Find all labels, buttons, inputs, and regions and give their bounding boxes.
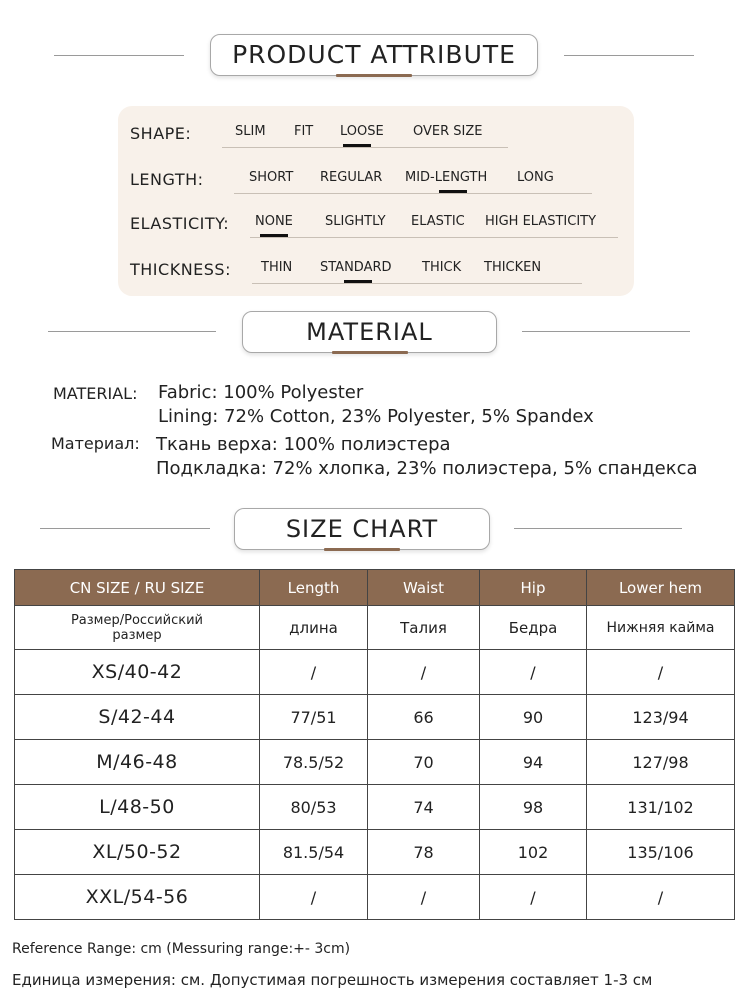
table-cell: 127/98 bbox=[587, 740, 735, 785]
table-header-cell: Length bbox=[260, 570, 368, 606]
attribute-option: THIN bbox=[261, 260, 293, 275]
divider-line bbox=[514, 528, 682, 529]
selected-marker bbox=[343, 144, 371, 147]
size-cell: XXL/54-56 bbox=[15, 875, 260, 920]
table-cell: / bbox=[587, 650, 735, 695]
table-subheader-cell: Бедра bbox=[480, 606, 587, 650]
table-subheader-row bbox=[15, 606, 735, 650]
table-row bbox=[15, 650, 735, 695]
table-cell: 98 bbox=[480, 785, 587, 830]
size-cell: S/42-44 bbox=[15, 695, 260, 740]
table-cell: 66 bbox=[368, 695, 480, 740]
table-header-cell: Waist bbox=[368, 570, 480, 606]
attribute-option: SLIM bbox=[235, 124, 266, 139]
selected-marker bbox=[344, 280, 372, 283]
attribute-options bbox=[234, 170, 592, 194]
table-subheader-cell: длина bbox=[260, 606, 368, 650]
attribute-label: THICKNESS: bbox=[130, 260, 231, 279]
attribute-option: ELASTIC bbox=[411, 214, 465, 229]
size-cell: M/46-48 bbox=[15, 740, 260, 785]
divider-line bbox=[40, 528, 210, 529]
attribute-label: SHAPE: bbox=[130, 124, 192, 143]
table-cell: 78 bbox=[368, 830, 480, 875]
table-cell: 70 bbox=[368, 740, 480, 785]
material-label-ru: Материал: bbox=[51, 434, 140, 453]
section-title-product-attribute bbox=[210, 34, 538, 76]
divider-line bbox=[522, 331, 690, 332]
material-fabric-ru: Ткань верха: 100% полиэстера bbox=[156, 434, 451, 455]
attribute-option-selected: LOOSE bbox=[340, 124, 384, 139]
table-cell: 74 bbox=[368, 785, 480, 830]
table-cell: 78.5/52 bbox=[260, 740, 368, 785]
section-title-text: MATERIAL bbox=[306, 318, 433, 346]
title-accent-bar bbox=[324, 548, 400, 551]
table-cell: 80/53 bbox=[260, 785, 368, 830]
reference-range-note: Reference Range: cm (Messuring range:+- 3cm) bbox=[12, 941, 351, 957]
table-row bbox=[15, 785, 735, 830]
divider-line bbox=[564, 55, 694, 56]
table-cell: 94 bbox=[480, 740, 587, 785]
attribute-option: FIT bbox=[294, 124, 314, 139]
attribute-option-selected: NONE bbox=[255, 214, 293, 229]
table-row bbox=[15, 740, 735, 785]
table-header-row bbox=[15, 570, 735, 606]
selected-marker bbox=[260, 234, 288, 237]
table-cell: / bbox=[260, 875, 368, 920]
title-accent-bar bbox=[332, 351, 408, 354]
section-title-size-chart bbox=[234, 508, 490, 550]
attribute-label: LENGTH: bbox=[130, 170, 204, 189]
attribute-options bbox=[252, 260, 582, 284]
table-header-cell: CN SIZE / RU SIZE bbox=[15, 570, 260, 606]
table-row bbox=[15, 695, 735, 740]
reference-range-note-ru: Единица измерения: см. Допустимая погрешность измерения составляет 1-3 см bbox=[12, 971, 653, 989]
table-cell: 90 bbox=[480, 695, 587, 740]
attribute-row-length bbox=[130, 166, 634, 194]
title-accent-bar bbox=[336, 74, 412, 77]
attribute-panel bbox=[118, 106, 634, 296]
table-row bbox=[15, 830, 735, 875]
attribute-options bbox=[222, 124, 508, 148]
section-title-text: PRODUCT ATTRIBUTE bbox=[232, 40, 516, 69]
attribute-row-shape bbox=[130, 120, 634, 148]
material-lining-en: Lining: 72% Cotton, 23% Polyester, 5% Spandex bbox=[158, 406, 594, 427]
attribute-option: SLIGHTLY bbox=[325, 214, 386, 229]
table-cell: / bbox=[480, 650, 587, 695]
divider-line bbox=[54, 55, 184, 56]
table-cell: 77/51 bbox=[260, 695, 368, 740]
size-cell: L/48-50 bbox=[15, 785, 260, 830]
table-header-cell: Hip bbox=[480, 570, 587, 606]
attribute-label: ELASTICITY: bbox=[130, 214, 230, 233]
section-title-material bbox=[242, 311, 497, 353]
table-cell: 81.5/54 bbox=[260, 830, 368, 875]
table-cell: 135/106 bbox=[587, 830, 735, 875]
attribute-option: THICK bbox=[422, 260, 462, 275]
table-cell: / bbox=[480, 875, 587, 920]
material-fabric-en: Fabric: 100% Polyester bbox=[158, 382, 364, 403]
attribute-option: THICKEN bbox=[484, 260, 542, 275]
attribute-option-selected: MID-LENGTH bbox=[405, 170, 488, 185]
attribute-option: LONG bbox=[517, 170, 554, 185]
table-cell: / bbox=[368, 875, 480, 920]
table-subheader-cell: Нижняя кайма bbox=[587, 606, 735, 650]
divider-line bbox=[48, 331, 216, 332]
section-title-text: SIZE CHART bbox=[285, 515, 439, 543]
attribute-option: REGULAR bbox=[320, 170, 383, 185]
table-cell: 131/102 bbox=[587, 785, 735, 830]
table-subheader-cell: Размер/Российский размер bbox=[15, 606, 260, 650]
attribute-row-elasticity bbox=[130, 210, 634, 238]
size-cell: XS/40-42 bbox=[15, 650, 260, 695]
attribute-row-thickness bbox=[130, 256, 634, 284]
table-cell: / bbox=[587, 875, 735, 920]
attribute-option: OVER SIZE bbox=[413, 124, 483, 139]
attribute-option: HIGH ELASTICITY bbox=[485, 214, 597, 229]
table-row bbox=[15, 875, 735, 920]
size-cell: XL/50-52 bbox=[15, 830, 260, 875]
attribute-option-selected: STANDARD bbox=[320, 260, 392, 275]
size-chart-table bbox=[14, 569, 735, 920]
table-cell: 123/94 bbox=[587, 695, 735, 740]
table-header-cell: Lower hem bbox=[587, 570, 735, 606]
table-cell: / bbox=[260, 650, 368, 695]
table-cell: 102 bbox=[480, 830, 587, 875]
table-cell: / bbox=[368, 650, 480, 695]
material-label-en: MATERIAL: bbox=[53, 384, 138, 403]
attribute-option: SHORT bbox=[249, 170, 294, 185]
material-lining-ru: Подкладка: 72% хлопка, 23% полиэстера, 5% спандекса bbox=[156, 458, 698, 479]
table-subheader-cell: Талия bbox=[368, 606, 480, 650]
attribute-options bbox=[250, 214, 618, 238]
selected-marker bbox=[439, 190, 467, 193]
